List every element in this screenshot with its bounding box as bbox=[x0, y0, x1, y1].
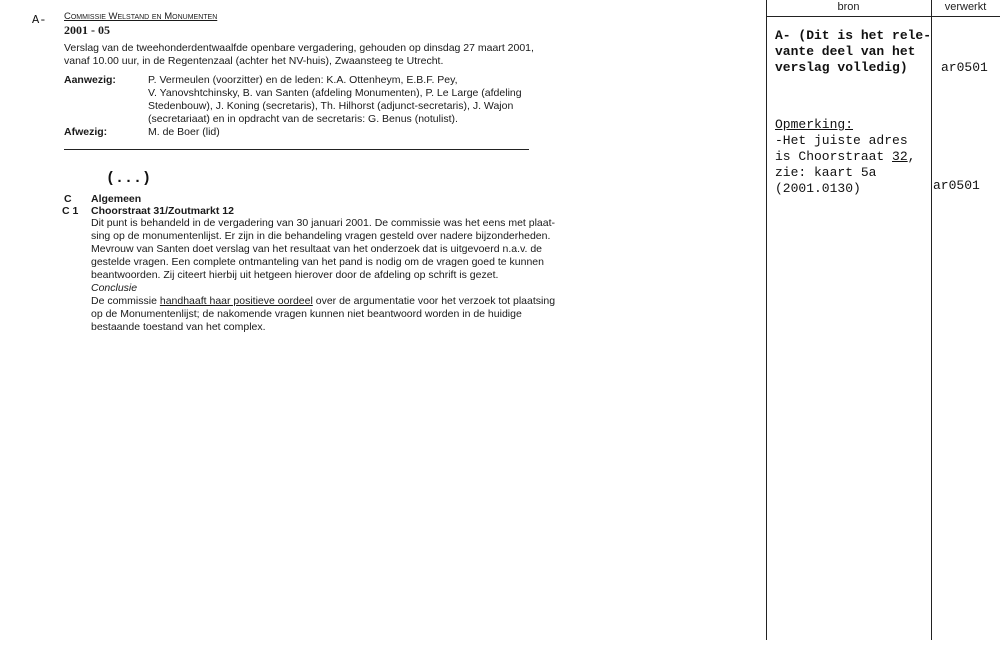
item-title: Choorstraat 31/Zoutmarkt 12 bbox=[91, 205, 234, 217]
report-intro: Verslag van de tweehonderdentwaalfde openbare vergadering, gehouden op dinsdag 27 maart 2001, vanaf 10.00 uur, in de Regentenzaal (achter het NV-huis), Zwaansteeg te Utrecht. bbox=[64, 42, 534, 67]
section-title: Algemeen bbox=[91, 193, 142, 205]
underlined-phrase: handhaaft haar positieve oordeel bbox=[159, 295, 313, 307]
reference-code-1: ar0501 bbox=[941, 60, 988, 75]
absent-value: M. de Boer (lid) bbox=[148, 126, 220, 138]
header-underline bbox=[766, 16, 1000, 17]
reference-code-2: ar0501 bbox=[933, 178, 980, 193]
doc-number: 2001 - 05 bbox=[64, 23, 110, 37]
relevance-note: A- (Dit is het rele- vante deel van het verslag volledig) bbox=[775, 28, 932, 75]
remark-block: Opmerking: -Het juiste adres is Choorstraat 32, zie: kaart 5a (2001.0130) bbox=[775, 117, 916, 196]
column-header-verwerkt: verwerkt bbox=[944, 1, 987, 13]
item-code: C 1 bbox=[62, 205, 79, 217]
org-header: Commissie Welstand en Monumenten bbox=[64, 11, 218, 22]
margin-marker: A- bbox=[32, 13, 47, 27]
column-border-middle bbox=[931, 0, 932, 640]
section-code: C bbox=[64, 193, 72, 205]
remark-label: Opmerking: bbox=[775, 117, 854, 132]
column-border-left bbox=[766, 0, 767, 640]
column-header-bron: bron bbox=[837, 1, 860, 13]
conclusion-first-line: De commissie handhaaft haar positieve oordeel over de argumentatie voor het verzoek tot plaatsing bbox=[91, 295, 556, 307]
remark-address: is Choorstraat 32, bbox=[775, 149, 916, 164]
present-label: Aanwezig: bbox=[64, 74, 116, 86]
separator-line bbox=[64, 149, 529, 150]
item-body: Dit punt is behandeld in de vergadering van 30 januari 2001. De commissie was het eens met plaat- sing op de monumentenlijst. Er zijn in die behandeling vragen gesteld over nadere bijzonderheden. Mevrouw van Santen doet verslag van het resultaat van het onderzoek dat is uitgevoerd n.a.v. de gestelde vragen. Een complete ontmanteling van het pand is nodig om de vragen goed te kunnen beantwoorden. Zij citeert hierbij uit hetgeen hierover door de afdeling op schrift is gezet. Conclusie De commissie handhaaft haar positieve oordeel over de argumentatie voor het verzoek tot plaatsing op de Monumentenlijst; de nakomende vragen kunnen niet beantwoord worden in de huidige bestaande toestand van het complex. bbox=[91, 217, 556, 333]
present-list: P. Vermeulen (voorzitter) en de leden: K.A. Ottenheym, E.B.F. Pey, V. Yanovshtchinsky, B. van Santen (afdeling Monumenten), P. Le Large (afdeling Stedenbouw), J. Koning (secretaris), Th. Hilhorst (adjunct-secretaris), J. Wajon (secretariaat) en in opdracht van de secretaris: G. Benus (notulist). bbox=[148, 74, 522, 125]
ellipsis-mark: (...) bbox=[106, 170, 152, 187]
absent-label: Afwezig: bbox=[64, 126, 108, 138]
conclusion-label: Conclusie bbox=[91, 282, 138, 294]
